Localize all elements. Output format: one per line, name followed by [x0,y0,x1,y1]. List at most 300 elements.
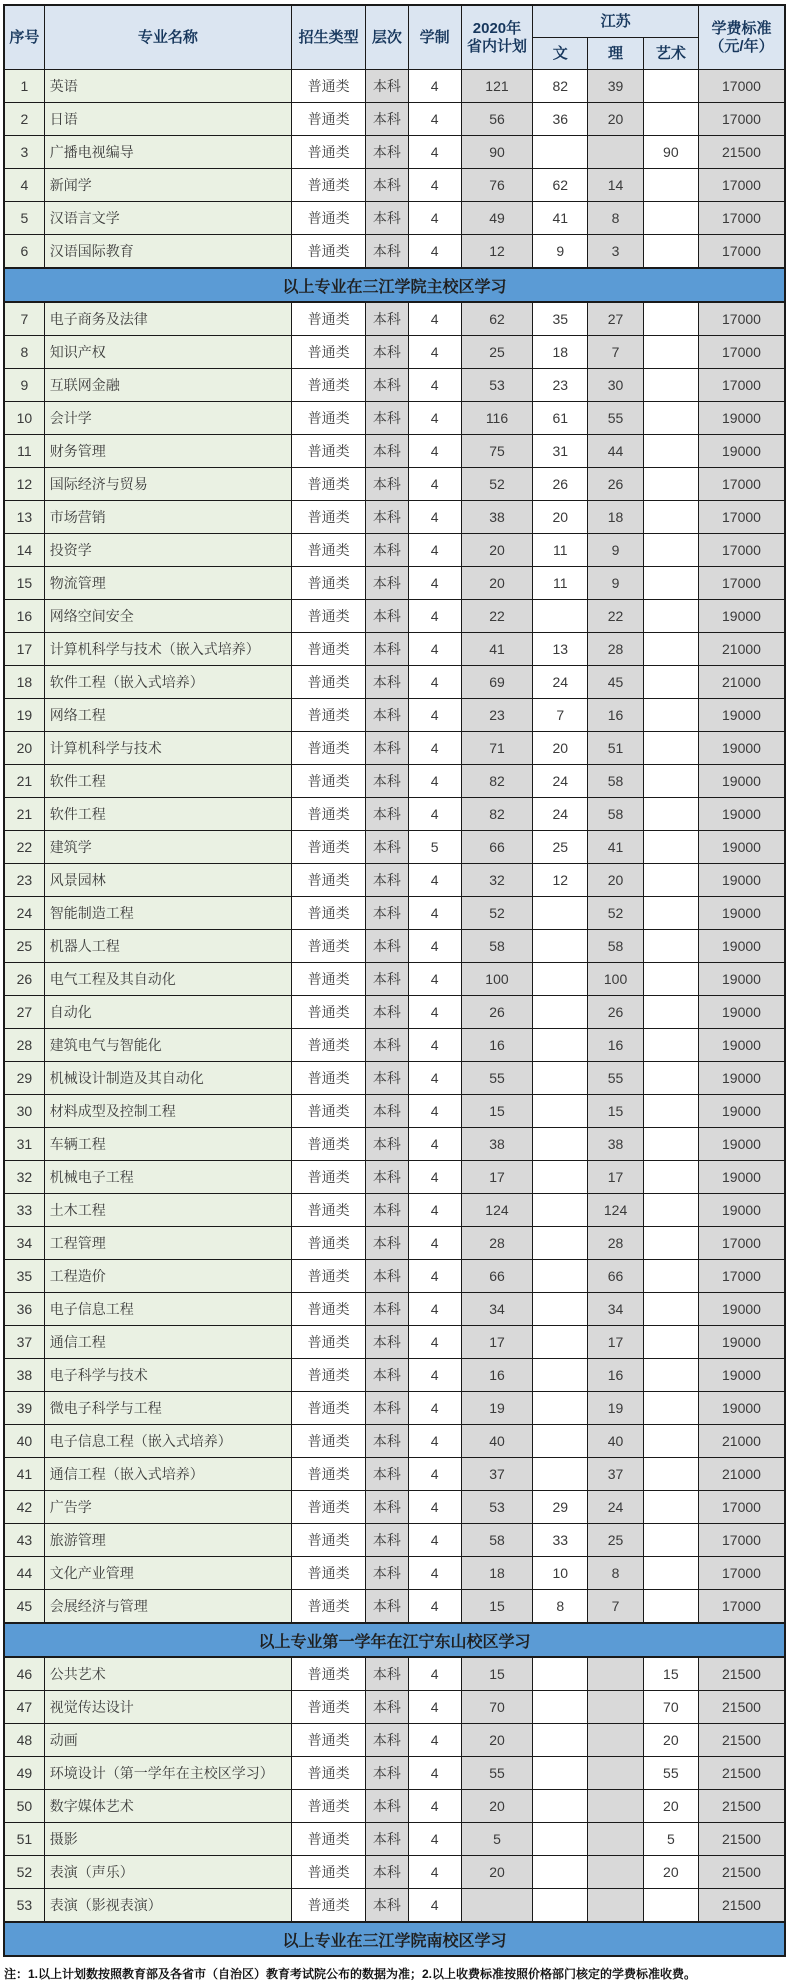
cell-years: 4 [408,1757,461,1790]
cell-plan: 15 [461,1590,532,1624]
cell-plan: 19 [461,1392,532,1425]
cell-science [588,1889,643,1923]
cell-admission-type: 普通类 [291,765,365,798]
cell-no: 6 [4,235,44,269]
cell-years: 4 [408,567,461,600]
cell-major: 数字媒体艺术 [44,1790,291,1823]
cell-fee: 19000 [698,402,785,435]
cell-major: 财务管理 [44,435,291,468]
cell-liberal-arts [533,1724,588,1757]
cell-years: 4 [408,1194,461,1227]
cell-level: 本科 [366,1724,408,1757]
cell-major: 视觉传达设计 [44,1691,291,1724]
cell-plan: 17 [461,1161,532,1194]
cell-level: 本科 [366,1029,408,1062]
cell-level: 本科 [366,1889,408,1923]
cell-years: 4 [408,1227,461,1260]
header-col-plan [461,5,532,70]
cell-fee: 17000 [698,1557,785,1590]
cell-liberal-arts: 10 [533,1557,588,1590]
cell-fee: 21500 [698,1856,785,1889]
cell-no: 28 [4,1029,44,1062]
cell-science [588,1691,643,1724]
cell-no: 52 [4,1856,44,1889]
cell-arts [643,798,698,831]
cell-level: 本科 [366,1691,408,1724]
cell-arts [643,534,698,567]
cell-admission-type: 普通类 [291,1823,365,1856]
cell-level: 本科 [366,468,408,501]
cell-years: 4 [408,1161,461,1194]
cell-plan: 28 [461,1227,532,1260]
cell-arts [643,501,698,534]
cell-years: 4 [408,1326,461,1359]
cell-arts [643,567,698,600]
cell-years: 4 [408,1392,461,1425]
cell-years: 4 [408,103,461,136]
header-col-yi: 艺术 [643,38,698,70]
table-row [4,1724,785,1757]
table-row [4,302,785,336]
cell-major: 旅游管理 [44,1524,291,1557]
cell-fee: 17000 [698,468,785,501]
cell-admission-type: 普通类 [291,369,365,402]
cell-fee: 17000 [698,501,785,534]
cell-years: 4 [408,1657,461,1691]
section-banner-row [4,1922,785,1956]
cell-arts [643,1227,698,1260]
cell-years: 4 [408,1856,461,1889]
cell-no: 9 [4,369,44,402]
table-row [4,468,785,501]
cell-arts: 55 [643,1757,698,1790]
cell-admission-type: 普通类 [291,1856,365,1889]
cell-level: 本科 [366,1293,408,1326]
cell-arts: 20 [643,1790,698,1823]
cell-liberal-arts [533,1326,588,1359]
cell-years: 4 [408,1128,461,1161]
cell-arts: 90 [643,136,698,169]
cell-level: 本科 [366,633,408,666]
cell-arts [643,435,698,468]
cell-years: 4 [408,501,461,534]
cell-admission-type: 普通类 [291,70,365,103]
table-row [4,136,785,169]
cell-plan: 69 [461,666,532,699]
cell-science: 8 [588,1557,643,1590]
cell-level: 本科 [366,1161,408,1194]
cell-no: 37 [4,1326,44,1359]
cell-arts [643,1557,698,1590]
cell-level: 本科 [366,1425,408,1458]
cell-arts [643,468,698,501]
cell-level: 本科 [366,996,408,1029]
cell-no: 4 [4,169,44,202]
cell-liberal-arts: 33 [533,1524,588,1557]
cell-no: 49 [4,1757,44,1790]
section-banner: 以上专业在三江学院主校区学习 [4,268,785,302]
cell-fee: 17000 [698,103,785,136]
cell-years: 4 [408,1293,461,1326]
cell-science: 38 [588,1128,643,1161]
cell-major: 知识产权 [44,336,291,369]
cell-fee: 17000 [698,369,785,402]
cell-fee: 21000 [698,666,785,699]
table-row [4,369,785,402]
cell-major: 市场营销 [44,501,291,534]
cell-years: 4 [408,798,461,831]
cell-science: 51 [588,732,643,765]
cell-liberal-arts: 26 [533,468,588,501]
cell-arts [643,1161,698,1194]
cell-plan: 58 [461,1524,532,1557]
cell-liberal-arts: 31 [533,435,588,468]
table-row [4,1557,785,1590]
cell-science: 28 [588,633,643,666]
cell-fee: 19000 [698,732,785,765]
cell-plan: 53 [461,1491,532,1524]
cell-plan: 17 [461,1326,532,1359]
cell-admission-type: 普通类 [291,732,365,765]
cell-no: 40 [4,1425,44,1458]
cell-liberal-arts: 41 [533,202,588,235]
cell-liberal-arts: 11 [533,567,588,600]
cell-years: 4 [408,996,461,1029]
cell-liberal-arts [533,963,588,996]
admission-plan-table [3,4,786,1957]
cell-major: 通信工程（嵌入式培养） [44,1458,291,1491]
cell-major: 表演（声乐） [44,1856,291,1889]
cell-level: 本科 [366,435,408,468]
cell-level: 本科 [366,1260,408,1293]
cell-arts: 20 [643,1724,698,1757]
cell-science [588,1757,643,1790]
cell-admission-type: 普通类 [291,1293,365,1326]
cell-admission-type: 普通类 [291,1326,365,1359]
cell-no: 42 [4,1491,44,1524]
table-row [4,501,785,534]
cell-arts [643,1590,698,1624]
footnote: 注：1.以上计划数按照教育部及各省市（自治区）教育考试院公布的数据为准；2.以上收费标准按照价格部门核定的学费标准收费。 [4,1967,697,1981]
cell-no: 1 [4,70,44,103]
table-row [4,600,785,633]
cell-arts [643,732,698,765]
cell-liberal-arts [533,1128,588,1161]
cell-years: 4 [408,70,461,103]
cell-arts [643,930,698,963]
section-banner: 以上专业在三江学院南校区学习 [4,1922,785,1956]
cell-liberal-arts: 8 [533,1590,588,1624]
cell-arts: 20 [643,1856,698,1889]
cell-years: 4 [408,963,461,996]
cell-major: 汉语国际教育 [44,235,291,269]
cell-admission-type: 普通类 [291,1889,365,1923]
table-row [4,765,785,798]
cell-arts [643,336,698,369]
table-row [4,897,785,930]
cell-plan: 20 [461,1724,532,1757]
table-row [4,1790,785,1823]
header-col-years: 学制 [408,5,461,70]
header-col-li: 理 [588,38,643,70]
cell-years: 4 [408,1491,461,1524]
cell-years: 4 [408,302,461,336]
cell-arts [643,1491,698,1524]
cell-level: 本科 [366,831,408,864]
cell-admission-type: 普通类 [291,1260,365,1293]
cell-no: 46 [4,1657,44,1691]
cell-science: 20 [588,103,643,136]
table-row [4,202,785,235]
cell-liberal-arts: 12 [533,864,588,897]
cell-plan: 55 [461,1757,532,1790]
table-row [4,732,785,765]
cell-level: 本科 [366,501,408,534]
cell-arts [643,864,698,897]
cell-level: 本科 [366,765,408,798]
cell-no: 2 [4,103,44,136]
cell-plan: 34 [461,1293,532,1326]
cell-admission-type: 普通类 [291,402,365,435]
cell-arts [643,1194,698,1227]
cell-major: 土木工程 [44,1194,291,1227]
cell-no: 33 [4,1194,44,1227]
cell-science [588,1724,643,1757]
cell-arts [643,1458,698,1491]
table-row [4,103,785,136]
cell-science: 30 [588,369,643,402]
cell-level: 本科 [366,1326,408,1359]
table-row [4,1889,785,1923]
cell-major: 机器人工程 [44,930,291,963]
table-row [4,1326,785,1359]
cell-major: 机械电子工程 [44,1161,291,1194]
cell-plan: 66 [461,831,532,864]
cell-no: 15 [4,567,44,600]
cell-level: 本科 [366,402,408,435]
cell-science: 16 [588,1359,643,1392]
cell-liberal-arts [533,1359,588,1392]
cell-plan: 90 [461,136,532,169]
cell-liberal-arts [533,1757,588,1790]
cell-liberal-arts: 62 [533,169,588,202]
cell-no: 26 [4,963,44,996]
cell-major: 公共艺术 [44,1657,291,1691]
cell-liberal-arts: 11 [533,534,588,567]
cell-years: 4 [408,1359,461,1392]
cell-admission-type: 普通类 [291,996,365,1029]
cell-years: 4 [408,402,461,435]
cell-liberal-arts: 18 [533,336,588,369]
cell-plan: 32 [461,864,532,897]
cell-liberal-arts [533,930,588,963]
cell-fee: 21000 [698,633,785,666]
table-row [4,699,785,732]
cell-liberal-arts: 24 [533,765,588,798]
cell-arts [643,897,698,930]
cell-level: 本科 [366,1392,408,1425]
cell-arts: 70 [643,1691,698,1724]
cell-years: 4 [408,897,461,930]
cell-no: 22 [4,831,44,864]
cell-plan: 16 [461,1359,532,1392]
cell-no: 35 [4,1260,44,1293]
cell-fee: 21000 [698,1458,785,1491]
cell-level: 本科 [366,235,408,269]
cell-fee: 17000 [698,202,785,235]
cell-years: 4 [408,1095,461,1128]
table-row [4,567,785,600]
cell-admission-type: 普通类 [291,633,365,666]
cell-admission-type: 普通类 [291,567,365,600]
cell-science: 39 [588,70,643,103]
table-row [4,1128,785,1161]
cell-no: 18 [4,666,44,699]
table-row [4,1823,785,1856]
cell-arts [643,996,698,1029]
cell-science: 26 [588,468,643,501]
cell-no: 47 [4,1691,44,1724]
cell-no: 10 [4,402,44,435]
cell-plan: 121 [461,70,532,103]
cell-admission-type: 普通类 [291,435,365,468]
table-row [4,1657,785,1691]
cell-years: 4 [408,369,461,402]
cell-science: 44 [588,435,643,468]
cell-years: 4 [408,1458,461,1491]
cell-science [588,1856,643,1889]
cell-liberal-arts: 35 [533,302,588,336]
cell-arts: 5 [643,1823,698,1856]
cell-major: 汉语言文学 [44,202,291,235]
cell-level: 本科 [366,699,408,732]
cell-no: 29 [4,1062,44,1095]
cell-science: 27 [588,302,643,336]
cell-major: 工程管理 [44,1227,291,1260]
cell-fee: 19000 [698,1392,785,1425]
cell-major: 自动化 [44,996,291,1029]
cell-fee: 21500 [698,136,785,169]
cell-fee: 19000 [698,600,785,633]
cell-liberal-arts: 24 [533,666,588,699]
cell-years: 4 [408,864,461,897]
cell-years: 4 [408,930,461,963]
cell-liberal-arts [533,1657,588,1691]
cell-no: 41 [4,1458,44,1491]
cell-arts [643,1524,698,1557]
section-banner-row [4,1623,785,1657]
cell-arts [643,369,698,402]
cell-arts [643,699,698,732]
cell-arts [643,1095,698,1128]
cell-level: 本科 [366,202,408,235]
cell-liberal-arts [533,1161,588,1194]
cell-admission-type: 普通类 [291,699,365,732]
cell-level: 本科 [366,600,408,633]
cell-fee: 21500 [698,1691,785,1724]
cell-admission-type: 普通类 [291,336,365,369]
cell-science: 52 [588,897,643,930]
cell-major: 软件工程 [44,765,291,798]
cell-level: 本科 [366,1790,408,1823]
cell-science: 20 [588,864,643,897]
cell-major: 会计学 [44,402,291,435]
cell-science: 45 [588,666,643,699]
table-body [4,70,785,1957]
cell-no: 44 [4,1557,44,1590]
cell-liberal-arts [533,1458,588,1491]
cell-admission-type: 普通类 [291,600,365,633]
cell-fee: 19000 [698,1293,785,1326]
cell-no: 27 [4,996,44,1029]
cell-no: 31 [4,1128,44,1161]
cell-no: 32 [4,1161,44,1194]
cell-science: 3 [588,235,643,269]
header-col-wen: 文 [533,38,588,70]
cell-major: 物流管理 [44,567,291,600]
cell-liberal-arts: 25 [533,831,588,864]
cell-years: 4 [408,1590,461,1624]
cell-liberal-arts [533,1790,588,1823]
cell-level: 本科 [366,798,408,831]
cell-fee: 21500 [698,1889,785,1923]
cell-years: 4 [408,1524,461,1557]
cell-no: 24 [4,897,44,930]
cell-major: 动画 [44,1724,291,1757]
cell-major: 环境设计（第一学年在主校区学习） [44,1757,291,1790]
cell-arts [643,633,698,666]
cell-major: 电子商务及法律 [44,302,291,336]
cell-admission-type: 普通类 [291,1590,365,1624]
cell-admission-type: 普通类 [291,1790,365,1823]
cell-level: 本科 [366,534,408,567]
cell-major: 摄影 [44,1823,291,1856]
cell-arts [643,402,698,435]
cell-admission-type: 普通类 [291,666,365,699]
cell-fee: 19000 [698,1194,785,1227]
header-col-no: 序号 [4,5,44,70]
cell-liberal-arts [533,1260,588,1293]
cell-science: 26 [588,996,643,1029]
table-row [4,996,785,1029]
cell-level: 本科 [366,1557,408,1590]
cell-admission-type: 普通类 [291,1491,365,1524]
header-fee-line1: 学费标准 [711,20,772,38]
cell-liberal-arts [533,1194,588,1227]
cell-liberal-arts: 20 [533,501,588,534]
cell-major: 微电子科学与工程 [44,1392,291,1425]
cell-plan [461,1889,532,1923]
cell-science: 24 [588,1491,643,1524]
cell-liberal-arts [533,1293,588,1326]
cell-no: 17 [4,633,44,666]
cell-liberal-arts [533,1856,588,1889]
cell-science: 9 [588,567,643,600]
cell-level: 本科 [366,369,408,402]
cell-admission-type: 普通类 [291,798,365,831]
cell-fee: 19000 [698,1128,785,1161]
cell-science: 8 [588,202,643,235]
cell-years: 4 [408,1260,461,1293]
cell-arts [643,765,698,798]
cell-arts [643,70,698,103]
table-row [4,1227,785,1260]
cell-plan: 71 [461,732,532,765]
cell-liberal-arts: 61 [533,402,588,435]
cell-admission-type: 普通类 [291,1757,365,1790]
cell-major: 智能制造工程 [44,897,291,930]
table-row [4,1062,785,1095]
